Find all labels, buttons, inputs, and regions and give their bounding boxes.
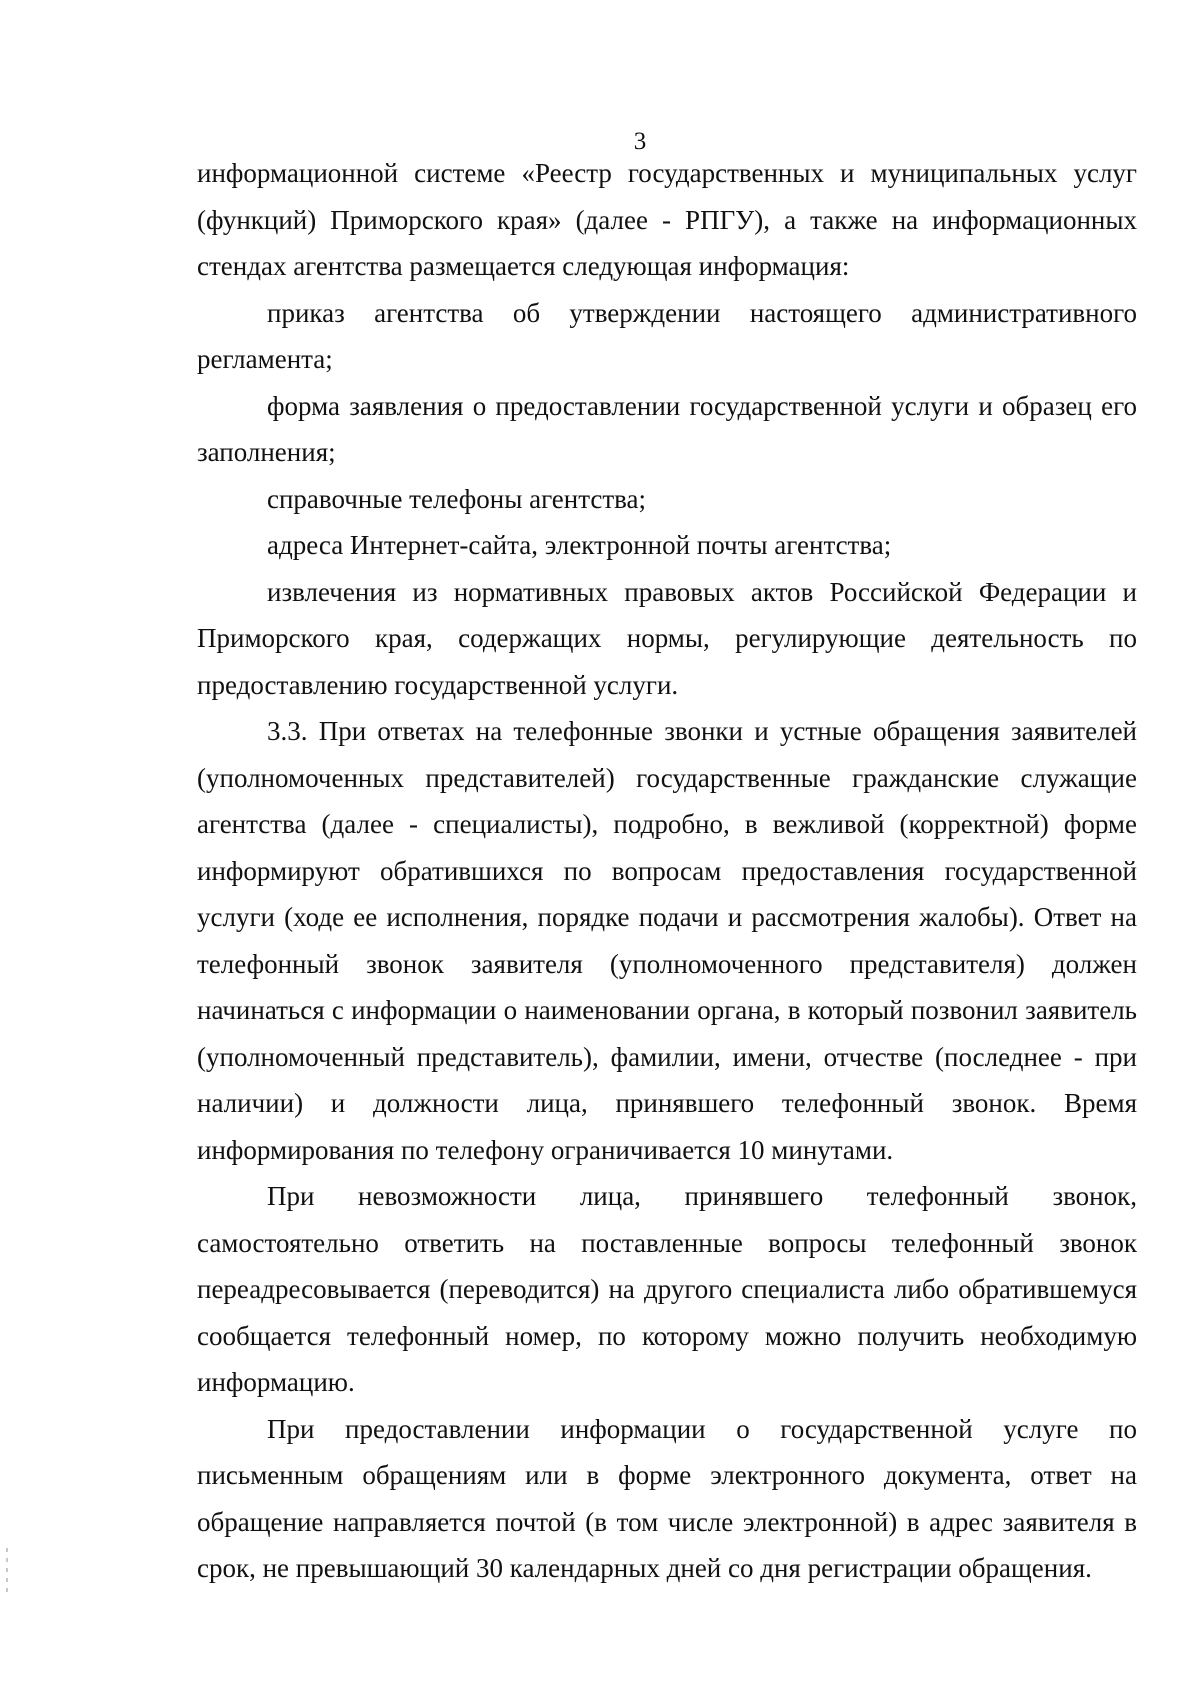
paragraph-phones: справочные телефоны агентства;: [267, 483, 647, 514]
paragraph-extracts: извлечения из нормативных правовых актов Российской Федерации и Приморского края, содержащих нормы, регулирующие деятельность по предоставлению государственной услуги.: [197, 576, 1137, 700]
document-body: [197, 150, 1137, 1592]
scan-margin-marks: [6, 1548, 10, 1608]
scan-mark: [6, 1588, 8, 1592]
paragraph-section-3-3: 3.3. При ответах на телефонные звонки и устные обращения заявителей (уполномоченных представителей) государственные гражданские служащие агентства (далее - специалисты), подробно, в вежливой (корректной) форме информируют обратившихся по вопросам предоставления государственной услуги (ходе ее исполнения, порядке подачи и рассмотрения жалобы). Ответ на телефонный звонок заявителя (уполномоченного представителя) должен начинаться с информации о наименовании органа, в который позвонил заявитель (уполномоченный представитель), фамилии, имени, отчестве (последнее - при наличии) и должности лица, принявшего телефонный звонок. Время информирования по телефону ограничивается 10 минутами.: [197, 716, 1137, 1165]
paragraph-info-system: информационной системе «Реестр государственных и муниципальных услуг (функций) Приморского края» (далее - РПГУ), а также на информационных стендах агентства размещается следующая информация:: [197, 158, 1137, 281]
paragraph-application-form: форма заявления о предоставлении государственной услуги и образец его заполнения;: [197, 390, 1137, 467]
paragraph-order: приказ агентства об утверждении настоящего административного регламента;: [197, 297, 1137, 374]
page-number: 3: [633, 128, 647, 155]
scan-mark: [6, 1548, 8, 1552]
paragraph-written-requests: При предоставлении информации о государственной услуге по письменным обращениям или в форме электронного документа, ответ на обращение направляется почтой (в том числе электронной) в адрес заявителя в срок, не превышающий 30 календарных дней со дня регистрации обращения.: [197, 1413, 1137, 1583]
scan-mark: [6, 1568, 8, 1572]
paragraph-addresses: адреса Интернет-сайта, электронной почты агентства;: [267, 530, 892, 560]
scan-mark: [6, 1578, 8, 1582]
scan-mark: [6, 1558, 8, 1562]
paragraph-redirect: При невозможности лица, принявшего телефонный звонок, самостоятельно ответить на поставленные вопросы телефонный звонок переадресовывается (переводится) на другого специалиста либо обратившемуся сообщается телефонный номер, по которому можно получить необходимую информацию.: [197, 1181, 1137, 1397]
